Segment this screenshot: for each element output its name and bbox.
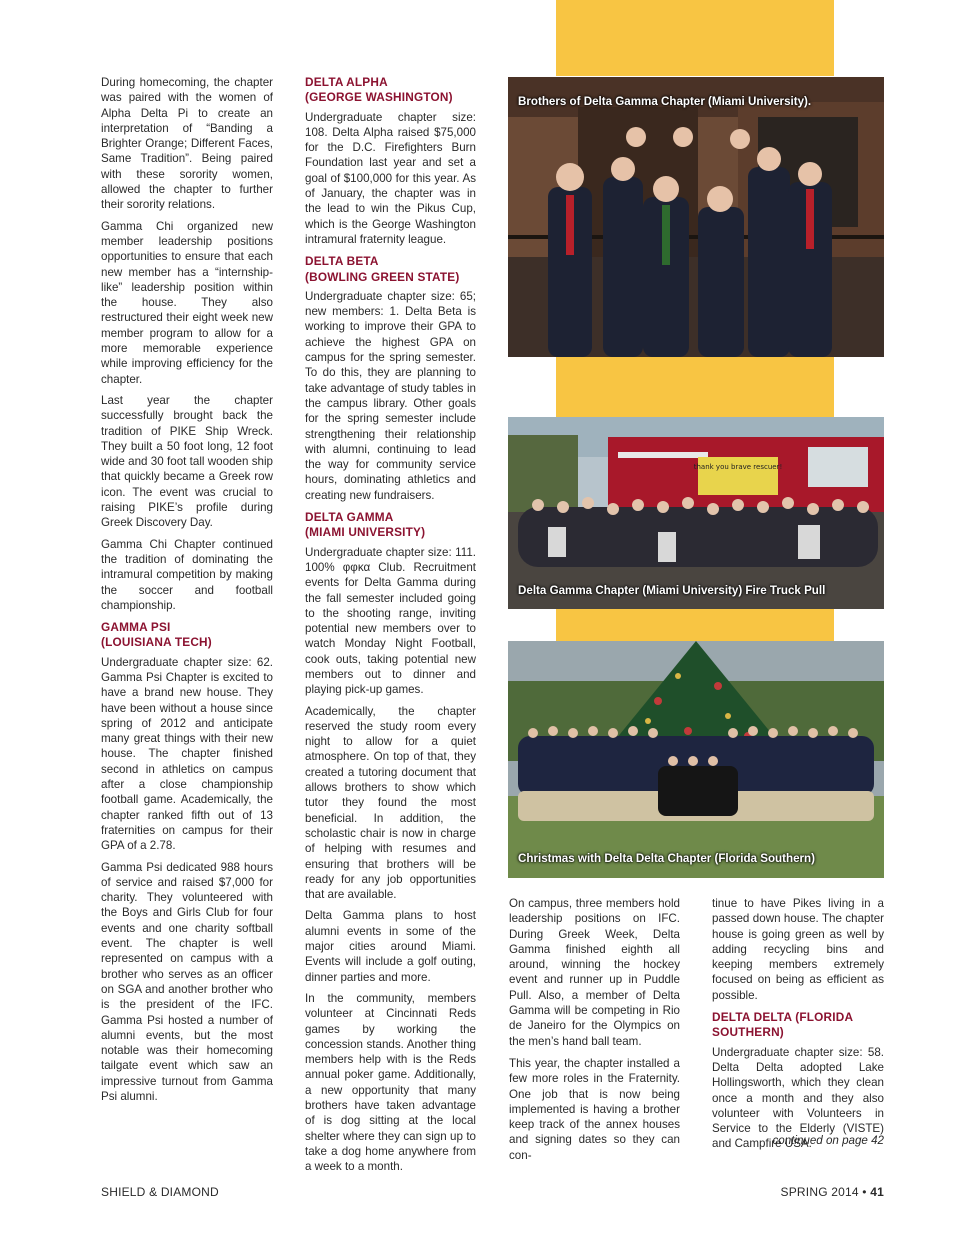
heading-line: (GEORGE WASHINGTON) (305, 90, 453, 105)
continued-note: continued on page 42 (772, 1134, 884, 1147)
heading-line: DELTA BETA (305, 254, 379, 269)
heading-line: DELTA GAMMA (305, 510, 394, 525)
photo-caption: Brothers of Delta Gamma Chapter (Miami University). (518, 95, 812, 108)
paragraph: Undergraduate chapter size: 111. 100% φφκα Club. Recruitment events for Delta Gamma during the fall semester included going to the shooting range, inviting potential new members over to watch Monday Night Football, cook outs, taking potential new members out to dinner and playing pick-up games. (305, 545, 476, 697)
paragraph: During homecoming, the chapter was paired with the women of Alpha Delta Pi to create an interpretation of “Banding a Brighter Orange; Different Faces, Same Tradition”. Being paired with these sorority women, allowed the chapter to further their sorority relations. (101, 76, 273, 212)
column-4 (712, 896, 884, 1158)
photo-brothers-image (508, 77, 884, 357)
photo-fire-truck-pull (508, 417, 884, 609)
section-heading-delta-alpha (305, 75, 476, 106)
paragraph: Undergraduate chapter size: 58. Delta Delta adopted Lake Hollingsworth, which they clean once a month and they also volunteer with Volunteers in Service to the Elderly (VISTE) and Campfire USA. (712, 1045, 884, 1151)
column-3 (509, 896, 680, 1169)
section-heading-delta-gamma (305, 510, 476, 541)
accent-bar-middle (556, 356, 834, 418)
heading-line: DELTA DELTA (FLORIDA (712, 1010, 854, 1025)
accent-bar-top (556, 0, 834, 76)
paragraph: On campus, three members hold leadership positions on IFC. During Greek Week, Delta Gamma finished eighth all around, winning the hockey event and runner up in Puddle Pull. Also, a member of Delta Gamma will be competing in Rio de Janeiro for the Olympics on the men’s hand ball team. (509, 897, 680, 1048)
section-heading-gamma-psi (101, 620, 273, 651)
photo-fire-truck-image (508, 417, 884, 609)
section-heading-delta-delta (712, 1010, 884, 1041)
paragraph: Undergraduate chapter size: 62. Gamma Psi Chapter is excited to have a brand new house. They have been without a house since spring of 2012 and anticipate many great things with their new house. The chapter finished second in athletics on campus after a close championship football game. Academically, the chapter ranked fifth out of 13 fraternities on campus for their GPA of a 2.78. (101, 655, 273, 853)
paragraph: Gamma Psi dedicated 988 hours of service and raised $7,000 for charity. They volunteered with the Boys and Girls Club for four events and one charity softball event. The chapter is well represented on campus with a brother who serves as an officer on SGA and another brother who is the president of the IFC. Gamma Psi hosted a number of alumni events, but the most notable was their homecoming tailgate event which saw an impressive turnout from Gamma Psi alumni. (101, 860, 273, 1103)
paragraph: Gamma Chi Chapter continued the tradition of dominating the intramural competition by making the soccer and football championship. (101, 537, 273, 612)
footer-page-info (781, 1185, 884, 1199)
footer-publication: SHIELD & DIAMOND (101, 1185, 219, 1199)
heading-line: (MIAMI UNIVERSITY) (305, 525, 426, 540)
paragraph: Gamma Chi organized new member leadership positions opportunities to ensure that each new member has a “internship-like” leadership position within the house. They also restructured their eight week new member program to allow for a more memorable experience while improving efficiency for the chapter. (101, 219, 273, 386)
heading-line: GAMMA PSI (101, 620, 171, 635)
paragraph: tinue to have Pikes living in a passed down house. The chapter house is going green as well by adding recycling bins and keeping members extremely focused on being as efficient as possible. (712, 897, 884, 1002)
footer-issue: SPRING 2014 • (780, 1185, 867, 1199)
photo-christmas-delta-delta (508, 641, 884, 878)
heading-line: SOUTHERN) (712, 1025, 784, 1040)
heading-line: (LOUISIANA TECH) (101, 635, 212, 650)
paragraph: Delta Gamma plans to host alumni events in some of the major cities around Miami. Events will include a golf outing, dinner parties and more. (305, 909, 476, 984)
heading-line: DELTA ALPHA (305, 75, 388, 89)
paragraph: Academically, the chapter reserved the study room every night to allow for a quiet atmosphere. On top of that, they created a tutoring document that allows brothers to show which tutor they found the most beneficial. In addition, the scholastic chair is now in charge of helping with resumes and ensuring that brothers will be ready for any job opportunities that are available. (305, 704, 476, 902)
column-2 (305, 75, 476, 1180)
photo-delta-gamma-brothers (508, 77, 884, 357)
section-heading-delta-beta (305, 254, 476, 285)
paragraph: Last year the chapter successfully brought back the tradition of PIKE Ship Wreck. They built a 50 foot long, 12 foot wide and 30 foot tall wooden ship that quickly became a Greek row icon. The event was crucial to raising PIKE’s profile during Greek Discovery Day. (101, 393, 273, 530)
paragraph: Undergraduate chapter size: 65; new members: 1. Delta Beta is working to improve their GPA to achieve the highest GPA on campus for the spring semester. To do this, they are planning to take advantage of study tables in the campus library. Other goals for the spring semester include strengthening their relationship with alumni, continuing to lead the way for community service hours, dominating athletics and creating new fundraisers. (305, 289, 476, 502)
banner-text: thank you brave rescuer! (693, 463, 783, 471)
paragraph: Undergraduate chapter size: 108. Delta Alpha raised $75,000 for the D.C. Firefighters Burn Foundation last year and set a goal of $100,000 for this year. As of January, the chapter was in the lead to win the Pikus Cup, which is the George Washington intramural fraternity league. (305, 110, 476, 246)
photo-christmas-image (508, 641, 884, 878)
paragraph: This year, the chapter installed a few more roles in the Fraternity. One job that is now being implemented is having a brother keep track of the annex houses and signing dates so they can con- (509, 1056, 680, 1162)
photo-caption: Christmas with Delta Delta Chapter (Florida Southern) (518, 852, 815, 865)
page-number: 41 (870, 1185, 884, 1199)
paragraph: In the community, members volunteer at Cincinnati Reds games by working the concession stands. Another thing members help with is the Reds annual poker game. Additionally, a new opportunity that many brothers have taken advantage of is dog sitting at the local shelter where they can sign up to take a dog home anywhere from a week to a month. (305, 991, 476, 1174)
accent-bar-lower (556, 608, 834, 642)
photo-caption: Delta Gamma Chapter (Miami University) Fire Truck Pull (518, 584, 826, 597)
column-1 (101, 75, 273, 1110)
heading-line: (BOWLING GREEN STATE) (305, 269, 460, 284)
